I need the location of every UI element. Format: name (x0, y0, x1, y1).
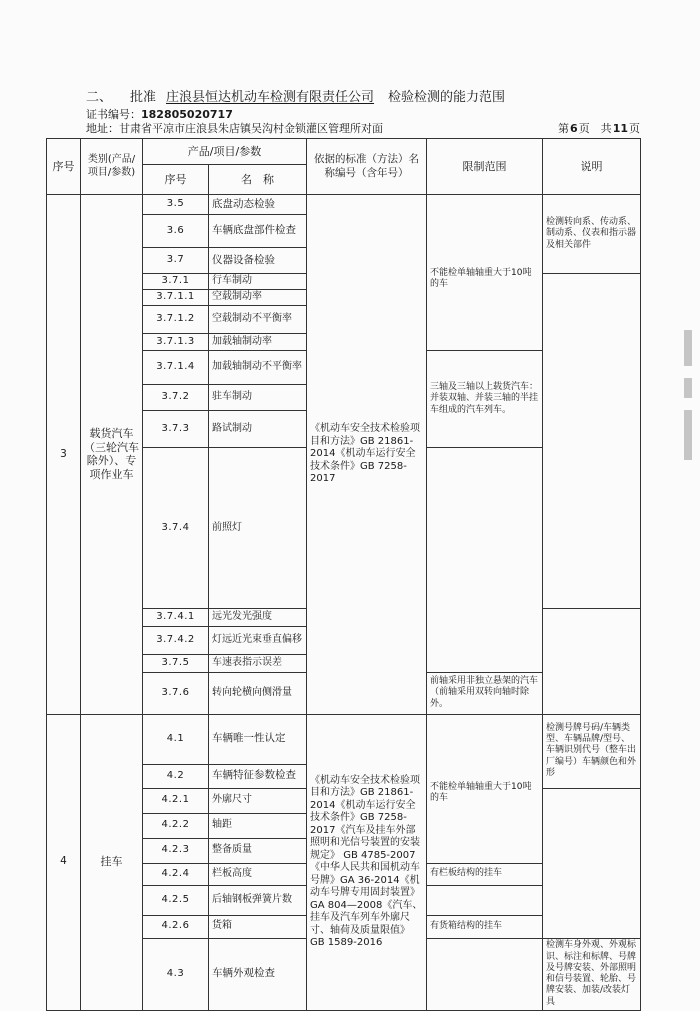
header-product-group: 产品/项目/参数 (143, 139, 307, 165)
group-3-note-empty (543, 274, 641, 609)
item-no: 3.7.2 (143, 385, 209, 411)
capability-table (46, 138, 641, 1011)
item-name: 栏板高度 (209, 863, 307, 885)
group-4-limit-a (427, 714, 543, 863)
approve-label: 批准 (130, 90, 157, 105)
header-limit: 限制范围 (427, 139, 543, 195)
item-name: 货箱 (209, 915, 307, 938)
group-3-category: 载货汽车（三轮汽车除外）、专项作业车 (81, 195, 143, 715)
group-4-seq: 4 (47, 714, 81, 1010)
header-category: 类别(产品/项目/参数) (81, 139, 143, 195)
header-sub-no: 序号 (143, 165, 209, 195)
item-name: 车速表指示误差 (209, 654, 307, 672)
page-prefix: 第 (558, 122, 570, 135)
certificate-number: 182805020717 (141, 108, 233, 121)
group-4-limit-empty-2 (427, 938, 543, 1010)
table-row (47, 195, 641, 215)
item-name: 底盘动态检验 (209, 195, 307, 215)
item-no: 4.2.6 (143, 915, 209, 938)
item-name: 轴距 (209, 813, 307, 838)
item-no: 4.2 (143, 764, 209, 788)
item-name: 加载轴制动率 (209, 334, 307, 351)
group-3-limit-c: 前轴采用非独立悬架的汽车（前轴采用双转向轴时除外。 (427, 672, 543, 714)
group-3-limit-a (427, 195, 543, 351)
scan-margin-mark (682, 330, 694, 490)
group-3-note-a: 检测转向系、传动系、制动系、仪表和指示器及相关部件 (543, 195, 641, 274)
group-4-note-empty (543, 788, 641, 938)
group-4-limit-empty (427, 885, 543, 915)
group-3-limit-empty (427, 448, 543, 673)
group-3-seq: 3 (47, 195, 81, 715)
document-header (0, 0, 700, 140)
page-mid: 页 共 (578, 122, 612, 135)
limit-text: 不能检单轴轴重大于10吨的车 (430, 267, 532, 289)
item-name: 车辆特征参数检查 (209, 764, 307, 788)
item-name: 灯远近光束垂直偏移 (209, 626, 307, 654)
organization-name: 庄浪县恒达机动车检测有限责任公司 (166, 90, 375, 105)
item-no: 3.7.1.2 (143, 306, 209, 334)
item-no: 3.7.1.4 (143, 351, 209, 385)
group-4-limit-b: 有栏板结构的挂车 (427, 863, 543, 885)
ability-scope-label: 检验检测的能力范围 (388, 90, 506, 105)
item-no: 3.7.4 (143, 448, 209, 609)
item-name: 空载制动不平衡率 (209, 306, 307, 334)
item-no: 3.7 (143, 248, 209, 274)
item-no: 4.2.5 (143, 885, 209, 915)
item-name: 远光发光强度 (209, 608, 307, 626)
item-no: 3.7.1.3 (143, 334, 209, 351)
page-suffix: 页 (629, 122, 640, 135)
item-no: 3.6 (143, 215, 209, 248)
certificate-label: 证书编号： (86, 108, 141, 121)
section-number: 二、 (86, 90, 113, 105)
item-name: 驻车制动 (209, 385, 307, 411)
item-name: 仪器设备检验 (209, 248, 307, 274)
page-number: 6 (570, 122, 578, 135)
item-no: 3.7.3 (143, 411, 209, 448)
item-no: 3.7.4.2 (143, 626, 209, 654)
item-no: 3.7.4.1 (143, 608, 209, 626)
item-name: 加载轴制动不平衡率 (209, 351, 307, 385)
page-indicator (558, 120, 640, 136)
item-name: 车辆外观检查 (209, 938, 307, 1010)
item-name: 整备质量 (209, 838, 307, 863)
item-name: 空载制动率 (209, 290, 307, 306)
item-no: 3.7.1.1 (143, 290, 209, 306)
item-name: 前照灯 (209, 448, 307, 609)
item-name: 车辆底盘部件检查 (209, 215, 307, 248)
header-title-line (86, 86, 505, 105)
limit-text: 不能检单轴轴重大于10吨的车 (430, 781, 532, 803)
header-standard: 依据的标准（方法）名称编号（含年号） (307, 139, 427, 195)
address-line: 地址：甘肃省平凉市庄浪县朱店镇吴沟村金锁灌区管理所对面 (86, 122, 383, 135)
header-name: 名 称 (209, 165, 307, 195)
item-no: 4.1 (143, 714, 209, 764)
page-total: 11 (612, 122, 628, 135)
group-4-note-b: 检测车身外观、外观标识、标注和标牌、号牌及号牌安装、外部照明和信号装置、轮胎、号牌安装、加装/改装灯具 (543, 938, 641, 1010)
group-4-note-a: 检测号牌号码/车辆类型、车辆品牌/型号、车辆识别代号（整车出厂编号）车辆颜色和外形 (543, 714, 641, 788)
item-no: 4.2.2 (143, 813, 209, 838)
header-seq: 序号 (47, 139, 81, 195)
item-name: 车辆唯一性认定 (209, 714, 307, 764)
item-no: 3.7.1 (143, 274, 209, 290)
item-no: 4.3 (143, 938, 209, 1010)
item-no: 4.2.3 (143, 838, 209, 863)
item-name: 路试制动 (209, 411, 307, 448)
item-no: 3.7.6 (143, 672, 209, 714)
group-3-limit-b: 三轴及三轴以上载货汽车：并装双轴、并装三轴的半挂车组成的汽车列车。 (427, 351, 543, 448)
item-name: 转向轮横向侧滑量 (209, 672, 307, 714)
group-3-note-empty-2 (543, 608, 641, 714)
item-no: 4.2.4 (143, 863, 209, 885)
group-4-category: 挂车 (81, 714, 143, 1010)
group-3-standard: 《机动车安全技术检验项目和方法》GB 21861-2014《机动车运行安全技术条件》GB 7258-2017 (307, 195, 427, 715)
item-no: 4.2.1 (143, 788, 209, 813)
item-name: 外廓尺寸 (209, 788, 307, 813)
table-row (47, 714, 641, 764)
header-note: 说明 (543, 139, 641, 195)
group-4-limit-c: 有货箱结构的挂车 (427, 915, 543, 938)
item-no: 3.7.5 (143, 654, 209, 672)
item-name: 行车制动 (209, 274, 307, 290)
item-name: 后轴钢板弹簧片数 (209, 885, 307, 915)
group-4-standard: 《机动车安全技术检验项目和方法》GB 21861-2014《机动车运行安全技术条件》GB 7258-2017《汽车及挂车外部照明和光信号装置的安装规定》 GB 4785-2007《中华人民共和国机动车号牌》GA 36-2014《机动车号牌专用固封装置》GA 804—2008《汽车、挂车及汽车列车外廓尺寸、轴荷及质量限值》GB 1589-2016 (307, 714, 427, 1010)
item-no: 3.5 (143, 195, 209, 215)
